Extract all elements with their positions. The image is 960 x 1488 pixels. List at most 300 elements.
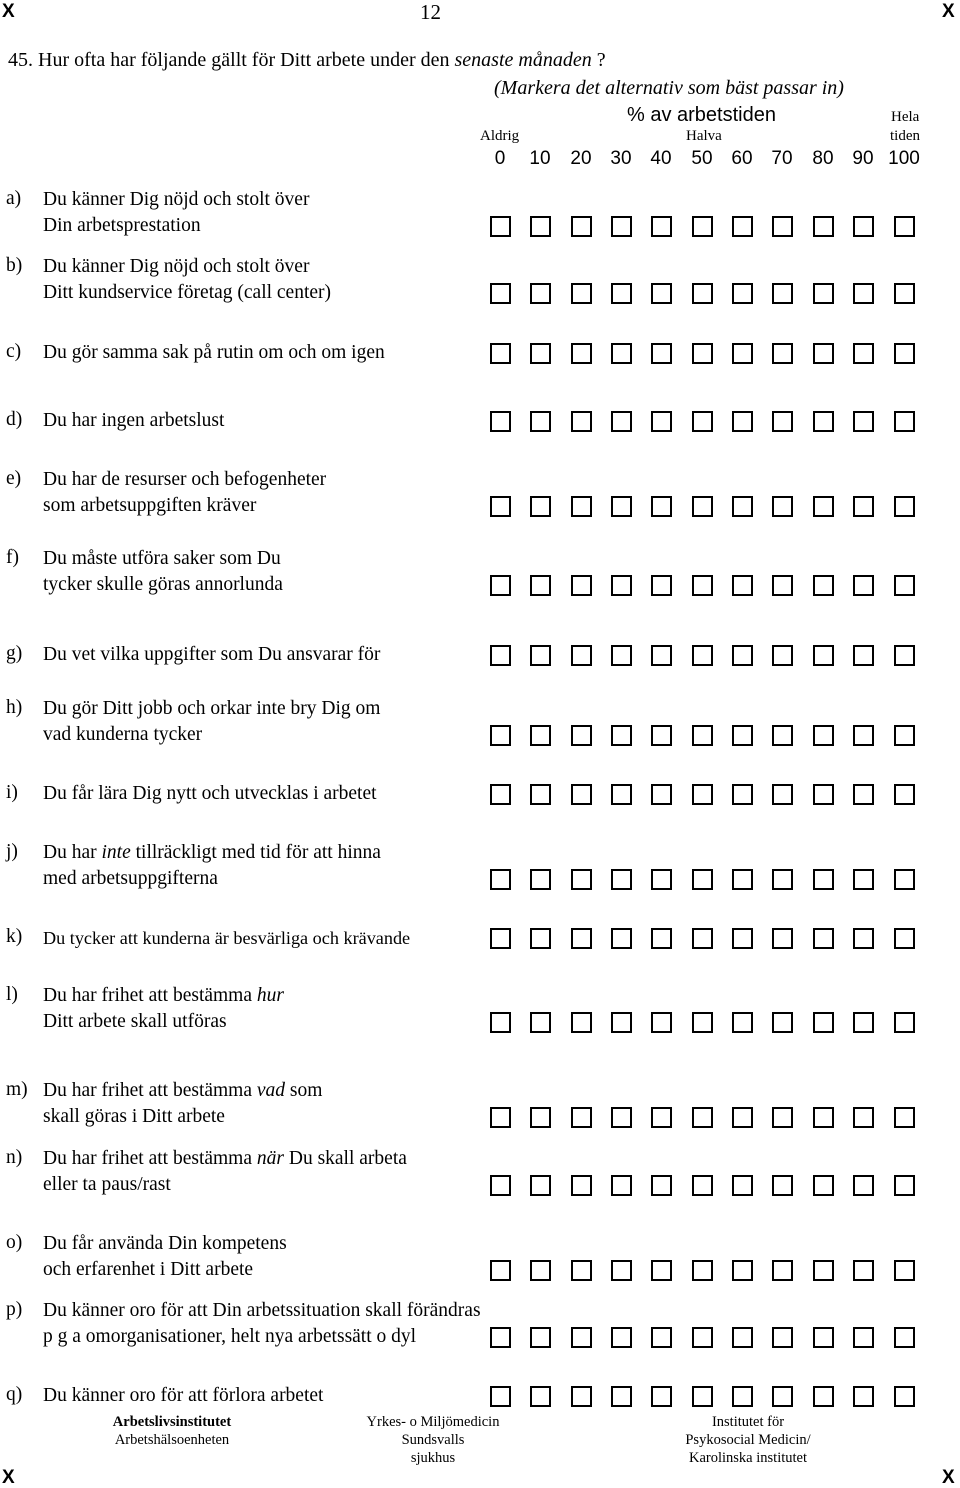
checkbox-50[interactable] — [692, 645, 713, 666]
checkbox-10[interactable] — [530, 784, 551, 805]
checkbox-100[interactable] — [894, 1260, 915, 1281]
checkbox-20[interactable] — [571, 784, 592, 805]
checkbox-50[interactable] — [692, 411, 713, 432]
item-text — [43, 467, 326, 519]
question-prefix: 45. Hur ofta har följande gällt för Ditt arbete under den — [8, 49, 455, 71]
checkbox-10[interactable] — [530, 411, 551, 432]
item-text-segment: Du känner oro för att Din arbetssituation skall förändras — [43, 1300, 481, 1321]
checkbox-70[interactable] — [772, 496, 793, 517]
checkbox-0[interactable] — [490, 725, 511, 746]
checkbox-10[interactable] — [530, 1175, 551, 1196]
item-text-segment: Du skall arbeta — [283, 1148, 407, 1169]
checkbox-20[interactable] — [571, 496, 592, 517]
checkbox-70[interactable] — [772, 928, 793, 949]
footer-col3-line1: Institutet för — [711, 1414, 785, 1430]
item-text-segment: vad kunderna tycker — [43, 724, 203, 745]
checkbox-40[interactable] — [651, 216, 672, 237]
checkbox-50[interactable] — [692, 283, 713, 304]
checkbox-0[interactable] — [490, 1107, 511, 1128]
checkbox-20[interactable] — [571, 725, 592, 746]
item-text — [43, 254, 331, 306]
corner-mark-top-left: X — [2, 1, 15, 22]
item-text-segment: Du har ingen arbetslust — [43, 410, 225, 431]
checkbox-100[interactable] — [894, 1386, 915, 1407]
checkbox-100[interactable] — [894, 928, 915, 949]
item-text-line — [43, 467, 326, 493]
checkbox-60[interactable] — [732, 1012, 753, 1033]
item-text-segment: Du tycker att kunderna är besvärliga och krävande — [43, 928, 411, 948]
checkbox-40[interactable] — [651, 725, 672, 746]
item-text-segment: Du har frihet att bestämma — [43, 985, 257, 1006]
item-text-segment: Du får använda Din kompetens — [43, 1233, 287, 1254]
checkbox-40[interactable] — [651, 784, 672, 805]
checkbox-90[interactable] — [853, 1175, 874, 1196]
checkbox-40[interactable] — [651, 1327, 672, 1348]
item-text-segment: Ditt kundservice företag (call center) — [43, 282, 332, 303]
checkbox-20[interactable] — [571, 645, 592, 666]
checkbox-0[interactable] — [490, 928, 511, 949]
checkbox-0[interactable] — [490, 1012, 511, 1033]
item-text — [43, 642, 380, 668]
item-text — [43, 1146, 407, 1198]
item-text-segment: Du känner Dig nöjd och stolt över — [43, 189, 310, 210]
checkbox-50[interactable] — [692, 869, 713, 890]
checkbox-30[interactable] — [611, 411, 632, 432]
scale-value-50: 50 — [691, 148, 713, 169]
scale-value-80: 80 — [812, 148, 834, 169]
item-text — [43, 187, 309, 239]
checkbox-10[interactable] — [530, 869, 551, 890]
item-text-segment: Du får lära Dig nytt och utvecklas i arbetet — [43, 783, 377, 804]
checkbox-20[interactable] — [571, 575, 592, 596]
checkbox-80[interactable] — [813, 575, 834, 596]
item-text-line — [43, 781, 377, 807]
checkbox-0[interactable] — [490, 1327, 511, 1348]
footer-institution-1 — [113, 1413, 231, 1449]
item-text-line — [43, 1104, 322, 1130]
checkbox-80[interactable] — [813, 496, 834, 517]
checkbox-100[interactable] — [894, 784, 915, 805]
checkbox-90[interactable] — [853, 928, 874, 949]
scale-value-60: 60 — [731, 148, 753, 169]
checkbox-0[interactable] — [490, 343, 511, 364]
scale-value-90: 90 — [852, 148, 874, 169]
checkbox-40[interactable] — [651, 496, 672, 517]
item-text-line — [43, 340, 385, 366]
checkbox-60[interactable] — [732, 411, 753, 432]
checkbox-60[interactable] — [732, 784, 753, 805]
checkbox-80[interactable] — [813, 1327, 834, 1348]
checkbox-10[interactable] — [530, 575, 551, 596]
checkbox-50[interactable] — [692, 1386, 713, 1407]
checkbox-20[interactable] — [571, 1327, 592, 1348]
item-letter: e) — [6, 468, 22, 489]
checkbox-90[interactable] — [853, 575, 874, 596]
item-text-segment: p g a omorganisationer, helt nya arbetssätt o dyl — [43, 1326, 417, 1347]
checkbox-30[interactable] — [611, 216, 632, 237]
checkbox-30[interactable] — [611, 869, 632, 890]
footer-col1-line1: Arbetslivsinstitutet — [112, 1414, 232, 1430]
checkbox-50[interactable] — [692, 725, 713, 746]
checkbox-40[interactable] — [651, 1107, 672, 1128]
item-text-line — [43, 254, 331, 280]
checkbox-10[interactable] — [530, 725, 551, 746]
checkbox-70[interactable] — [772, 1260, 793, 1281]
checkbox-100[interactable] — [894, 1175, 915, 1196]
checkbox-80[interactable] — [813, 343, 834, 364]
checkbox-100[interactable] — [894, 496, 915, 517]
checkbox-0[interactable] — [490, 575, 511, 596]
corner-mark-bottom-right: X — [942, 1467, 955, 1488]
checkbox-80[interactable] — [813, 283, 834, 304]
checkbox-70[interactable] — [772, 411, 793, 432]
item-letter: k) — [6, 926, 23, 947]
checkbox-30[interactable] — [611, 1012, 632, 1033]
checkbox-30[interactable] — [611, 928, 632, 949]
scale-anchor-mid: Halva — [686, 128, 722, 144]
checkbox-80[interactable] — [813, 1260, 834, 1281]
checkbox-10[interactable] — [530, 1386, 551, 1407]
item-letter: j) — [6, 841, 18, 862]
checkbox-60[interactable] — [732, 928, 753, 949]
checkbox-90[interactable] — [853, 343, 874, 364]
checkbox-30[interactable] — [611, 645, 632, 666]
checkbox-90[interactable] — [853, 784, 874, 805]
checkbox-10[interactable] — [530, 928, 551, 949]
checkbox-80[interactable] — [813, 725, 834, 746]
checkbox-80[interactable] — [813, 1175, 834, 1196]
checkbox-0[interactable] — [490, 784, 511, 805]
checkbox-100[interactable] — [894, 645, 915, 666]
checkbox-60[interactable] — [732, 575, 753, 596]
checkbox-30[interactable] — [611, 575, 632, 596]
item-text — [43, 408, 224, 434]
checkbox-0[interactable] — [490, 645, 511, 666]
checkbox-20[interactable] — [571, 1386, 592, 1407]
checkbox-80[interactable] — [813, 784, 834, 805]
item-text-line — [43, 572, 283, 598]
checkbox-30[interactable] — [611, 725, 632, 746]
checkbox-90[interactable] — [853, 1012, 874, 1033]
item-text-segment: som arbetsuppgiften kräver — [43, 495, 257, 516]
footer-col2-line3: sjukhus — [410, 1450, 456, 1466]
scale-anchor-low: Aldrig — [480, 128, 520, 144]
item-text-line — [43, 493, 326, 519]
checkbox-20[interactable] — [571, 1175, 592, 1196]
checkbox-100[interactable] — [894, 1107, 915, 1128]
checkbox-90[interactable] — [853, 1260, 874, 1281]
checkbox-50[interactable] — [692, 343, 713, 364]
checkbox-80[interactable] — [813, 411, 834, 432]
checkbox-70[interactable] — [772, 1175, 793, 1196]
checkbox-30[interactable] — [611, 1175, 632, 1196]
checkbox-50[interactable] — [692, 216, 713, 237]
checkbox-80[interactable] — [813, 216, 834, 237]
checkbox-70[interactable] — [772, 784, 793, 805]
checkbox-90[interactable] — [853, 496, 874, 517]
item-text-emphasis: när — [256, 1148, 284, 1169]
checkbox-50[interactable] — [692, 496, 713, 517]
checkbox-90[interactable] — [853, 1107, 874, 1128]
item-letter: q) — [6, 1384, 23, 1405]
checkbox-40[interactable] — [651, 343, 672, 364]
checkbox-0[interactable] — [490, 869, 511, 890]
item-text-emphasis: hur — [256, 985, 284, 1006]
checkbox-60[interactable] — [732, 343, 753, 364]
item-text-line — [43, 408, 224, 434]
item-text-line — [43, 546, 283, 572]
item-text-segment: Du har de resurser och befogenheter — [43, 469, 327, 490]
checkbox-40[interactable] — [651, 1012, 672, 1033]
item-text-segment: Du måste utföra saker som Du — [43, 548, 281, 569]
item-text-segment: Din arbetsprestation — [43, 215, 201, 236]
item-text — [43, 1078, 322, 1130]
checkbox-70[interactable] — [772, 725, 793, 746]
checkbox-60[interactable] — [732, 1107, 753, 1128]
item-text-emphasis: vad — [256, 1080, 286, 1101]
checkbox-10[interactable] — [530, 1107, 551, 1128]
checkbox-60[interactable] — [732, 216, 753, 237]
item-letter: d) — [6, 409, 23, 430]
checkbox-60[interactable] — [732, 869, 753, 890]
item-text — [43, 840, 381, 892]
checkbox-20[interactable] — [571, 1260, 592, 1281]
item-text-line — [43, 187, 309, 213]
checkbox-0[interactable] — [490, 283, 511, 304]
item-letter: n) — [6, 1147, 23, 1168]
item-letter: l) — [6, 984, 18, 1005]
item-text-segment: Du har — [43, 842, 102, 863]
checkbox-20[interactable] — [571, 869, 592, 890]
scale-value-10: 10 — [529, 148, 551, 169]
checkbox-70[interactable] — [772, 645, 793, 666]
checkbox-60[interactable] — [732, 1327, 753, 1348]
checkbox-70[interactable] — [772, 1012, 793, 1033]
checkbox-50[interactable] — [692, 1175, 713, 1196]
item-text-line — [43, 280, 331, 306]
item-text — [43, 696, 380, 748]
item-text-line — [43, 983, 284, 1009]
checkbox-0[interactable] — [490, 1386, 511, 1407]
item-text-line — [43, 1257, 287, 1283]
checkbox-100[interactable] — [894, 1012, 915, 1033]
item-text-segment: med arbetsuppgifterna — [43, 868, 218, 889]
checkbox-30[interactable] — [611, 1327, 632, 1348]
item-text-segment: eller ta paus/rast — [43, 1174, 171, 1195]
checkbox-100[interactable] — [894, 1327, 915, 1348]
item-letter: a) — [6, 188, 22, 209]
item-text — [43, 1298, 481, 1350]
checkbox-20[interactable] — [571, 1012, 592, 1033]
corner-mark-bottom-left: X — [2, 1467, 15, 1488]
checkbox-80[interactable] — [813, 928, 834, 949]
item-text — [43, 925, 410, 951]
checkbox-60[interactable] — [732, 496, 753, 517]
page-number: 12 — [420, 0, 441, 24]
checkbox-50[interactable] — [692, 1327, 713, 1348]
checkbox-100[interactable] — [894, 411, 915, 432]
checkbox-10[interactable] — [530, 283, 551, 304]
checkbox-90[interactable] — [853, 645, 874, 666]
corner-mark-top-right: X — [942, 1, 955, 22]
item-text-segment: och erfarenhet i Ditt arbete — [43, 1259, 254, 1280]
item-text-line — [43, 1146, 407, 1172]
checkbox-10[interactable] — [530, 1260, 551, 1281]
checkbox-100[interactable] — [894, 725, 915, 746]
checkbox-100[interactable] — [894, 575, 915, 596]
checkbox-70[interactable] — [772, 1386, 793, 1407]
checkbox-60[interactable] — [732, 645, 753, 666]
item-text — [43, 546, 283, 598]
item-text-line — [43, 1172, 407, 1198]
checkbox-10[interactable] — [530, 496, 551, 517]
item-letter: g) — [6, 643, 23, 664]
footer-col3-line3: Karolinska institutet — [688, 1450, 807, 1466]
checkbox-100[interactable] — [894, 216, 915, 237]
checkbox-0[interactable] — [490, 411, 511, 432]
checkbox-70[interactable] — [772, 216, 793, 237]
checkbox-50[interactable] — [692, 784, 713, 805]
checkbox-40[interactable] — [651, 928, 672, 949]
item-text-line — [43, 1009, 284, 1035]
checkbox-90[interactable] — [853, 1386, 874, 1407]
checkbox-90[interactable] — [853, 411, 874, 432]
checkbox-60[interactable] — [732, 725, 753, 746]
checkbox-30[interactable] — [611, 1107, 632, 1128]
checkbox-70[interactable] — [772, 343, 793, 364]
item-letter: f) — [6, 547, 19, 568]
checkbox-60[interactable] — [732, 1386, 753, 1407]
item-text-line — [43, 866, 381, 892]
checkbox-60[interactable] — [732, 1260, 753, 1281]
checkbox-10[interactable] — [530, 645, 551, 666]
checkbox-50[interactable] — [692, 928, 713, 949]
item-text-line — [43, 840, 381, 866]
checkbox-80[interactable] — [813, 869, 834, 890]
item-text-segment: Du känner oro för att förlora arbetet — [43, 1385, 324, 1406]
item-text-segment: Du gör samma sak på rutin om och om igen — [43, 342, 385, 363]
footer-col1-line2: Arbetshälsoenheten — [114, 1432, 230, 1448]
checkbox-40[interactable] — [651, 575, 672, 596]
checkbox-100[interactable] — [894, 343, 915, 364]
checkbox-70[interactable] — [772, 575, 793, 596]
item-letter: h) — [6, 697, 23, 718]
scale-value-20: 20 — [570, 148, 592, 169]
footer-institution-2 — [367, 1413, 500, 1467]
checkbox-90[interactable] — [853, 1327, 874, 1348]
checkbox-30[interactable] — [611, 496, 632, 517]
checkbox-20[interactable] — [571, 1107, 592, 1128]
checkbox-50[interactable] — [692, 1012, 713, 1033]
checkbox-30[interactable] — [611, 784, 632, 805]
checkbox-40[interactable] — [651, 1175, 672, 1196]
checkbox-30[interactable] — [611, 343, 632, 364]
scale-value-0: 0 — [494, 148, 506, 169]
item-letter: c) — [6, 341, 22, 362]
item-text-segment: Du gör Ditt jobb och orkar inte bry Dig om — [43, 698, 381, 719]
checkbox-0[interactable] — [490, 1260, 511, 1281]
checkbox-60[interactable] — [732, 283, 753, 304]
checkbox-20[interactable] — [571, 928, 592, 949]
checkbox-100[interactable] — [894, 283, 915, 304]
item-text — [43, 983, 284, 1035]
checkbox-10[interactable] — [530, 1012, 551, 1033]
question-title — [8, 49, 606, 72]
item-text-line — [43, 1324, 481, 1350]
item-text-segment: Du har frihet att bestämma — [43, 1148, 257, 1169]
scale-value-40: 40 — [650, 148, 672, 169]
checkbox-40[interactable] — [651, 869, 672, 890]
checkbox-10[interactable] — [530, 343, 551, 364]
scale-value-70: 70 — [771, 148, 793, 169]
checkbox-70[interactable] — [772, 283, 793, 304]
checkbox-50[interactable] — [692, 1107, 713, 1128]
question-emphasis: senaste månaden — [454, 49, 592, 71]
checkbox-40[interactable] — [651, 283, 672, 304]
item-text-line — [43, 1078, 322, 1104]
item-text-line — [43, 696, 380, 722]
checkbox-0[interactable] — [490, 496, 511, 517]
item-text-line — [43, 213, 309, 239]
item-text-line — [43, 1383, 323, 1409]
checkbox-90[interactable] — [853, 216, 874, 237]
checkbox-20[interactable] — [571, 216, 592, 237]
checkbox-40[interactable] — [651, 645, 672, 666]
checkbox-40[interactable] — [651, 1386, 672, 1407]
checkbox-90[interactable] — [853, 869, 874, 890]
item-text-emphasis: inte — [101, 842, 131, 863]
checkbox-70[interactable] — [772, 1327, 793, 1348]
checkbox-10[interactable] — [530, 216, 551, 237]
checkbox-20[interactable] — [571, 411, 592, 432]
footer-col2-line2: Sundsvalls — [401, 1432, 465, 1448]
checkbox-30[interactable] — [611, 1260, 632, 1281]
checkbox-0[interactable] — [490, 216, 511, 237]
scale-anchor-high-line1: Hela — [891, 109, 920, 125]
checkbox-80[interactable] — [813, 1386, 834, 1407]
checkbox-100[interactable] — [894, 869, 915, 890]
checkbox-0[interactable] — [490, 1175, 511, 1196]
item-text — [43, 1231, 287, 1283]
checkbox-70[interactable] — [772, 869, 793, 890]
item-text-segment: tillräckligt med tid för att hinna — [130, 842, 381, 863]
checkbox-70[interactable] — [772, 1107, 793, 1128]
checkbox-20[interactable] — [571, 283, 592, 304]
item-text-line — [43, 1298, 481, 1324]
item-text-segment: Du har frihet att bestämma — [43, 1080, 257, 1101]
item-text-line — [43, 1231, 287, 1257]
scale-value-100: 100 — [888, 148, 920, 169]
checkbox-90[interactable] — [853, 725, 874, 746]
question-suffix: ? — [591, 49, 606, 71]
checkbox-50[interactable] — [692, 575, 713, 596]
checkbox-20[interactable] — [571, 343, 592, 364]
checkbox-40[interactable] — [651, 1260, 672, 1281]
checkbox-40[interactable] — [651, 411, 672, 432]
checkbox-10[interactable] — [530, 1327, 551, 1348]
item-letter: m) — [6, 1079, 28, 1100]
checkbox-80[interactable] — [813, 645, 834, 666]
checkbox-60[interactable] — [732, 1175, 753, 1196]
item-text-segment: tycker skulle göras annorlunda — [43, 574, 283, 595]
checkbox-50[interactable] — [692, 1260, 713, 1281]
checkbox-90[interactable] — [853, 283, 874, 304]
question-instruction: (Markera det alternativ som bäst passar in) — [494, 77, 844, 99]
checkbox-80[interactable] — [813, 1012, 834, 1033]
checkbox-80[interactable] — [813, 1107, 834, 1128]
checkbox-30[interactable] — [611, 1386, 632, 1407]
checkbox-30[interactable] — [611, 283, 632, 304]
